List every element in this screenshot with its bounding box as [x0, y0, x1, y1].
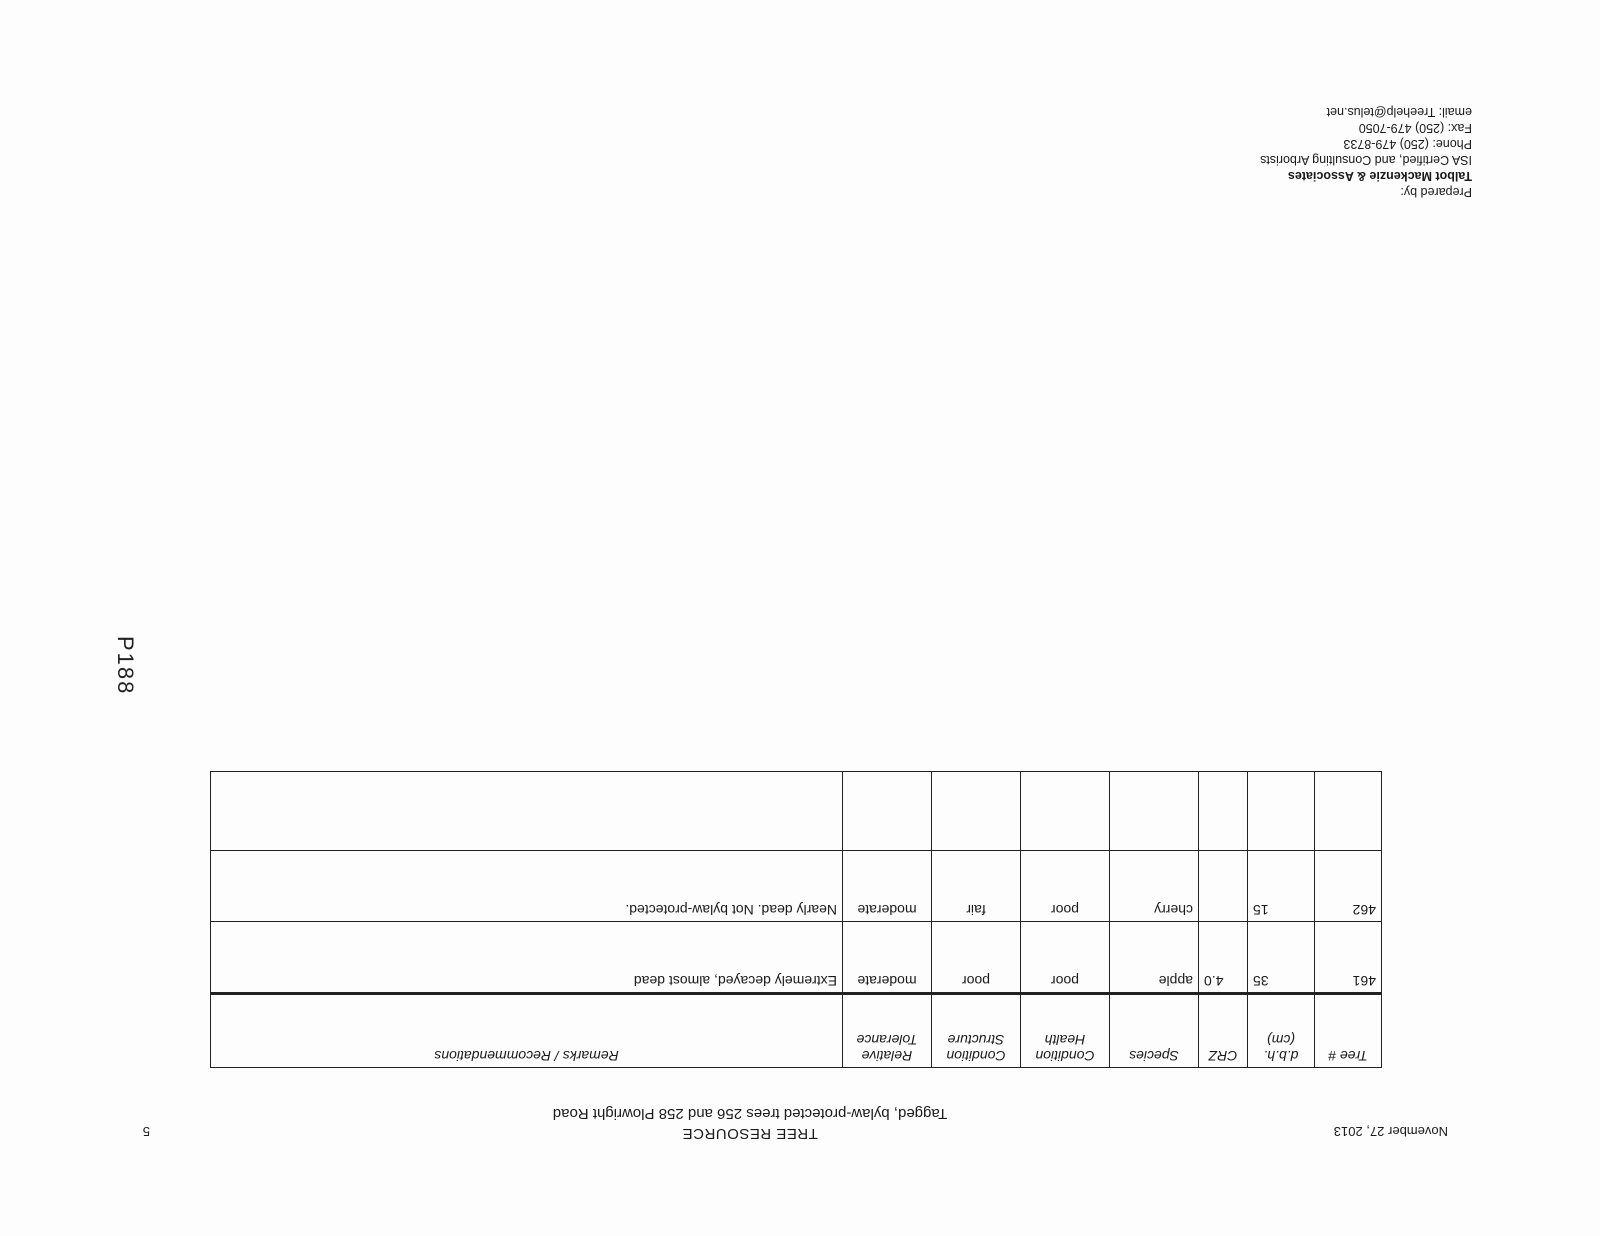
cell-species: cherry — [1110, 851, 1199, 922]
header-title: TREE RESOURCE — [682, 1125, 818, 1142]
cell-tree-number: 461 — [1315, 922, 1382, 994]
tree-resource-table — [210, 771, 1382, 1068]
prepared-by-phone: Phone: (250) 479-8733 — [1343, 137, 1472, 151]
header-species: Species — [1110, 994, 1199, 1068]
header-subtitle: Tagged, bylaw-protected trees 256 and 258 Plowright Road — [552, 1105, 948, 1122]
cell-tree-number: 462 — [1315, 851, 1382, 922]
header-crz: CRZ — [1199, 994, 1248, 1068]
prepared-by-fax: Fax: (250) 479-7050 — [1358, 121, 1472, 135]
prepared-by-label: Prepared by: — [1400, 185, 1472, 199]
cell-empty — [1199, 772, 1248, 851]
table-row — [211, 851, 1382, 922]
cell-empty — [211, 772, 843, 851]
cell-condition-structure: fair — [932, 851, 1021, 922]
cell-remarks: Nearly dead. Not bylaw-protected. — [211, 851, 843, 922]
cell-empty — [1110, 772, 1199, 851]
prepared-by-block — [1260, 104, 1472, 200]
cell-crz: 4.0 — [1199, 922, 1248, 994]
header-center — [500, 1105, 1000, 1142]
cell-empty — [1315, 772, 1382, 851]
prepared-by-tagline: ISA Certified, and Consulting Arborists — [1260, 153, 1472, 167]
header-condition-health: Condition Health — [1021, 994, 1110, 1068]
cell-empty — [843, 772, 932, 851]
cell-empty — [1248, 772, 1315, 851]
prepared-by-email: email: Treehelp@telus.net — [1326, 105, 1472, 119]
cell-dbh: 15 — [1248, 851, 1315, 922]
cell-crz — [1199, 851, 1248, 922]
page-stamp: P188 — [113, 636, 138, 696]
cell-relative-tolerance: moderate — [843, 922, 932, 994]
table-header-row — [211, 994, 1382, 1068]
header-relative-tolerance: Relative Tolerance — [843, 994, 932, 1068]
header-remarks: Remarks / Recommendations — [211, 994, 843, 1068]
cell-condition-health: poor — [1021, 922, 1110, 994]
table-row-empty — [211, 772, 1382, 851]
cell-species: apple — [1110, 922, 1199, 994]
cell-condition-health: poor — [1021, 851, 1110, 922]
cell-dbh: 35 — [1248, 922, 1315, 994]
header-date: November 27, 2013 — [1333, 1124, 1448, 1139]
cell-empty — [1021, 772, 1110, 851]
cell-empty — [932, 772, 1021, 851]
header-dbh: d.b.h. (cm) — [1248, 994, 1315, 1068]
table-row — [211, 922, 1382, 994]
header-tree-number: Tree # — [1315, 994, 1382, 1068]
cell-relative-tolerance: moderate — [843, 851, 932, 922]
page-number: 5 — [142, 1124, 150, 1139]
cell-condition-structure: poor — [932, 922, 1021, 994]
prepared-by-firm: Talbot Mackenzie & Associates — [1287, 169, 1472, 183]
header-condition-structure: Condition Structure — [932, 994, 1021, 1068]
cell-remarks: Extremely decayed, almost dead — [211, 922, 843, 994]
